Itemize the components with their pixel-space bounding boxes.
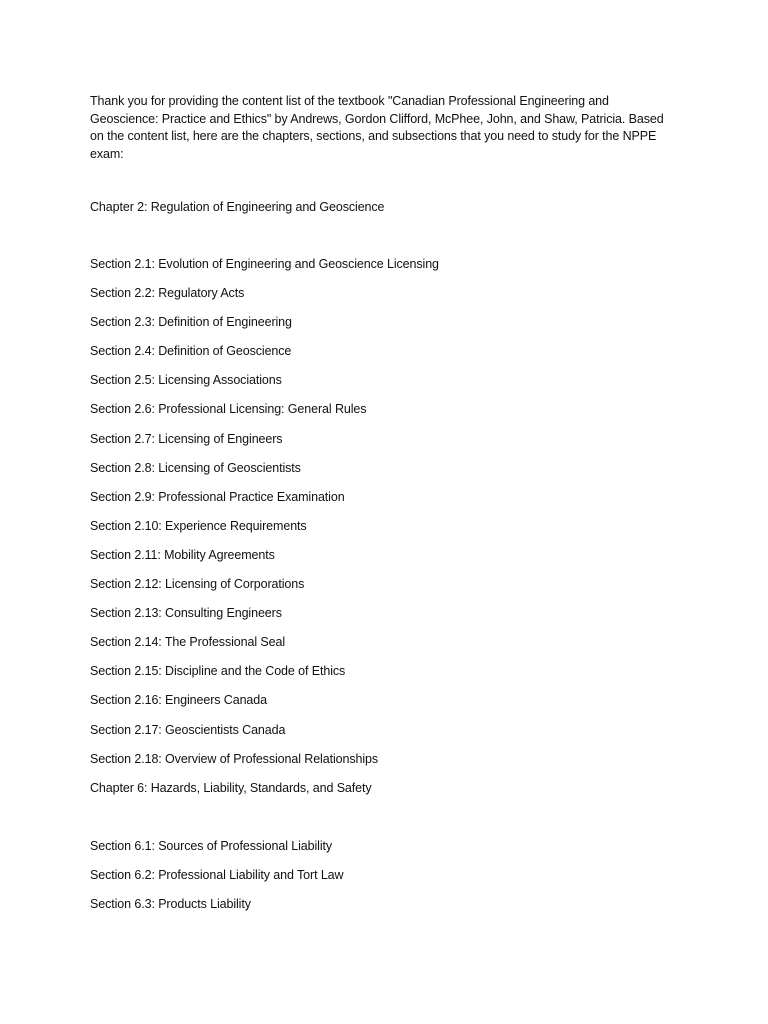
section-2-14: Section 2.14: The Professional Seal	[90, 635, 286, 650]
chapter-6-section-list	[90, 838, 690, 925]
section-6-1: Section 6.1: Sources of Professional Liability	[90, 838, 333, 853]
chapter-6-heading: Chapter 6: Hazards, Liability, Standards, and Safety	[90, 780, 372, 795]
section-2-1: Section 2.1: Evolution of Engineering and Geoscience Licensing	[90, 257, 439, 271]
section-6-3: Section 6.3: Products Liability	[90, 896, 251, 911]
section-2-6: Section 2.6: Professional Licensing: General Rules	[90, 402, 367, 417]
chapter-2-section-list	[90, 256, 690, 780]
section-2-15: Section 2.15: Discipline and the Code of Ethics	[90, 664, 346, 679]
document-content	[90, 93, 690, 925]
section-6-2: Section 6.2: Professional Liability and Tort Law	[90, 867, 344, 882]
section-2-7: Section 2.7: Licensing of Engineers	[90, 431, 283, 446]
section-2-2: Section 2.2: Regulatory Acts	[90, 286, 245, 301]
intro-paragraph: Thank you for providing the content list of the textbook "Canadian Professional Engineering and Geoscience: Practice and Ethics" by Andrews, Gordon Clifford, McPhee, John, and Shaw, Patricia. Based on the content list, here are the chapters, sections, and subsections that you need to study for the NPPE exam:	[90, 94, 664, 161]
section-2-9: Section 2.9: Professional Practice Examination	[90, 489, 345, 504]
section-2-16: Section 2.16: Engineers Canada	[90, 693, 267, 708]
section-2-12: Section 2.12: Licensing of Corporations	[90, 577, 305, 592]
section-2-4: Section 2.4: Definition of Geoscience	[90, 344, 292, 359]
section-2-3: Section 2.3: Definition of Engineering	[90, 315, 292, 330]
section-2-5: Section 2.5: Licensing Associations	[90, 373, 282, 388]
section-2-13: Section 2.13: Consulting Engineers	[90, 606, 282, 621]
section-2-17: Section 2.17: Geoscientists Canada	[90, 722, 286, 737]
section-2-8: Section 2.8: Licensing of Geoscientists	[90, 460, 301, 475]
section-2-11: Section 2.11: Mobility Agreements	[90, 547, 275, 562]
section-2-10: Section 2.10: Experience Requirements	[90, 518, 307, 533]
section-2-18: Section 2.18: Overview of Professional Relationships	[90, 751, 379, 766]
chapter-2-heading: Chapter 2: Regulation of Engineering and Geoscience	[90, 200, 385, 214]
